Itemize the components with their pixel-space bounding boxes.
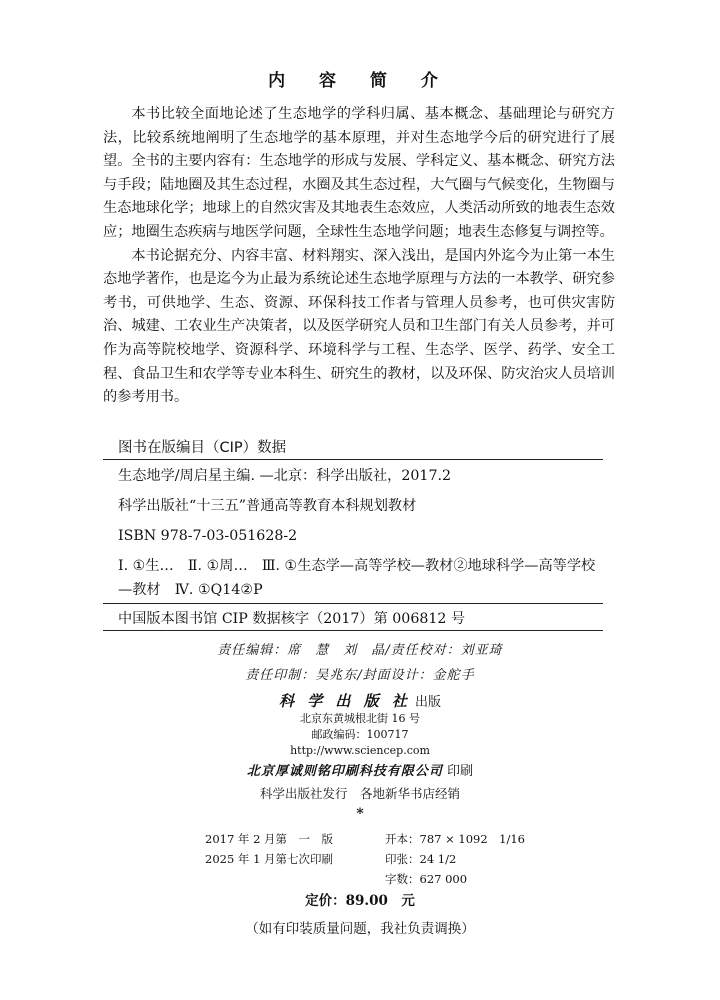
intro-title: 内 容 简 介 bbox=[268, 71, 452, 91]
distribution-line: 科学出版社发行 各地新华书店经销 bbox=[259, 786, 460, 801]
publisher-logo-text: 科 学 出 版 社 bbox=[278, 692, 411, 710]
credits-editors: 责任编辑：席 慧 刘 晶/责任校对：刘亚琦 bbox=[217, 643, 503, 658]
cip-line-classification: Ⅰ. ①生… Ⅱ. ①周… Ⅲ. ①生态学—高等学校—教材②地球科学—高等学校—教材 Ⅳ. ①Q14②P bbox=[118, 558, 596, 598]
quality-note: （如有印装质量问题，我社负责调换） bbox=[245, 921, 475, 937]
sheets-info: 印张：24 1/2 bbox=[385, 852, 457, 866]
publisher-line bbox=[0, 690, 720, 711]
printer-name: 北京厚诚则铭印刷科技有限公司 bbox=[246, 764, 443, 779]
publisher-postcode: 邮政编码：100717 bbox=[311, 728, 409, 741]
credits-production: 责任印制：吴兆东/封面设计：金舵手 bbox=[245, 668, 475, 683]
intro-abstract bbox=[103, 103, 615, 410]
format-info: 开本：787 × 1092 1/16 bbox=[385, 832, 525, 846]
cip-bottom-rule bbox=[103, 630, 603, 631]
publisher-website: http://www.sciencep.com bbox=[290, 744, 430, 757]
printer-line bbox=[0, 760, 720, 779]
publisher-address: 北京东黄城根北街 16 号 bbox=[300, 712, 420, 725]
cip-body bbox=[118, 464, 608, 608]
impression-info: 2025 年 1 月第七次印刷 bbox=[205, 852, 334, 866]
intro-paragraph-2: 本书论据充分、内容丰富、材料翔实、深入浅出，是国内外迄今为止第一本生态地学著作，也是迄今为止最为系统论述生态地学原理与方法的一本教学、研究参考书，可供地学、生态、资源、环保科技工作者与管理人员参考，也可供灾害防治、城建、工农业生产决策者，以及医学研究人员和卫生部门有关人员参考，并可作为高等院校地学、资源科学、环境科学与工程、生态学、医学、药学、安全工程、食品卫生和农学等专业本科生、研究生的教材，以及环保、防灾治灾人员培训的参考用书。 bbox=[103, 247, 615, 406]
edition-info: 2017 年 2 月第 一 版 bbox=[205, 832, 334, 846]
cip-record-number: 中国版本图书馆 CIP 数据核字（2017）第 006812 号 bbox=[118, 611, 466, 627]
cip-line-title: 生态地学/周启星主编. —北京：科学出版社，2017.2 bbox=[118, 468, 452, 484]
word-count: 字数：627 000 bbox=[385, 872, 468, 886]
cip-line-series: 科学出版社“十三五”普通高等教育本科规划教材 bbox=[118, 498, 417, 514]
cip-top-rule bbox=[103, 459, 603, 460]
separator-star: * bbox=[356, 806, 364, 822]
publisher-suffix: 出版 bbox=[415, 695, 442, 710]
cip-heading: 图书在版编目（CIP）数据 bbox=[118, 440, 287, 456]
intro-paragraph-1: 本书比较全面地论述了生态地学的学科归属、基本概念、基础理论与研究方法，比较系统地阐明了生态地学的基本原理，并对生态地学今后的研究进行了展望。全书的主要内容有：生态地学的形成与发展、学科定义、基本概念、研究方法与手段；陆地圈及其生态过程，水圈及其生态过程，大气圈与气候变化，生物圈与生态地球化学；地球上的自然灾害及其地表生态效应，人类活动所致的地表生态效应；地圈生态疾病与地医学问题，全球性生态地学问题；地表生态修复与调控等。 bbox=[103, 106, 615, 240]
price: 定价：89.00 元 bbox=[305, 893, 415, 909]
cip-middle-rule bbox=[103, 603, 603, 604]
printer-suffix: 印刷 bbox=[447, 764, 474, 779]
cip-line-isbn: ISBN 978-7-03-051628-2 bbox=[118, 528, 298, 544]
